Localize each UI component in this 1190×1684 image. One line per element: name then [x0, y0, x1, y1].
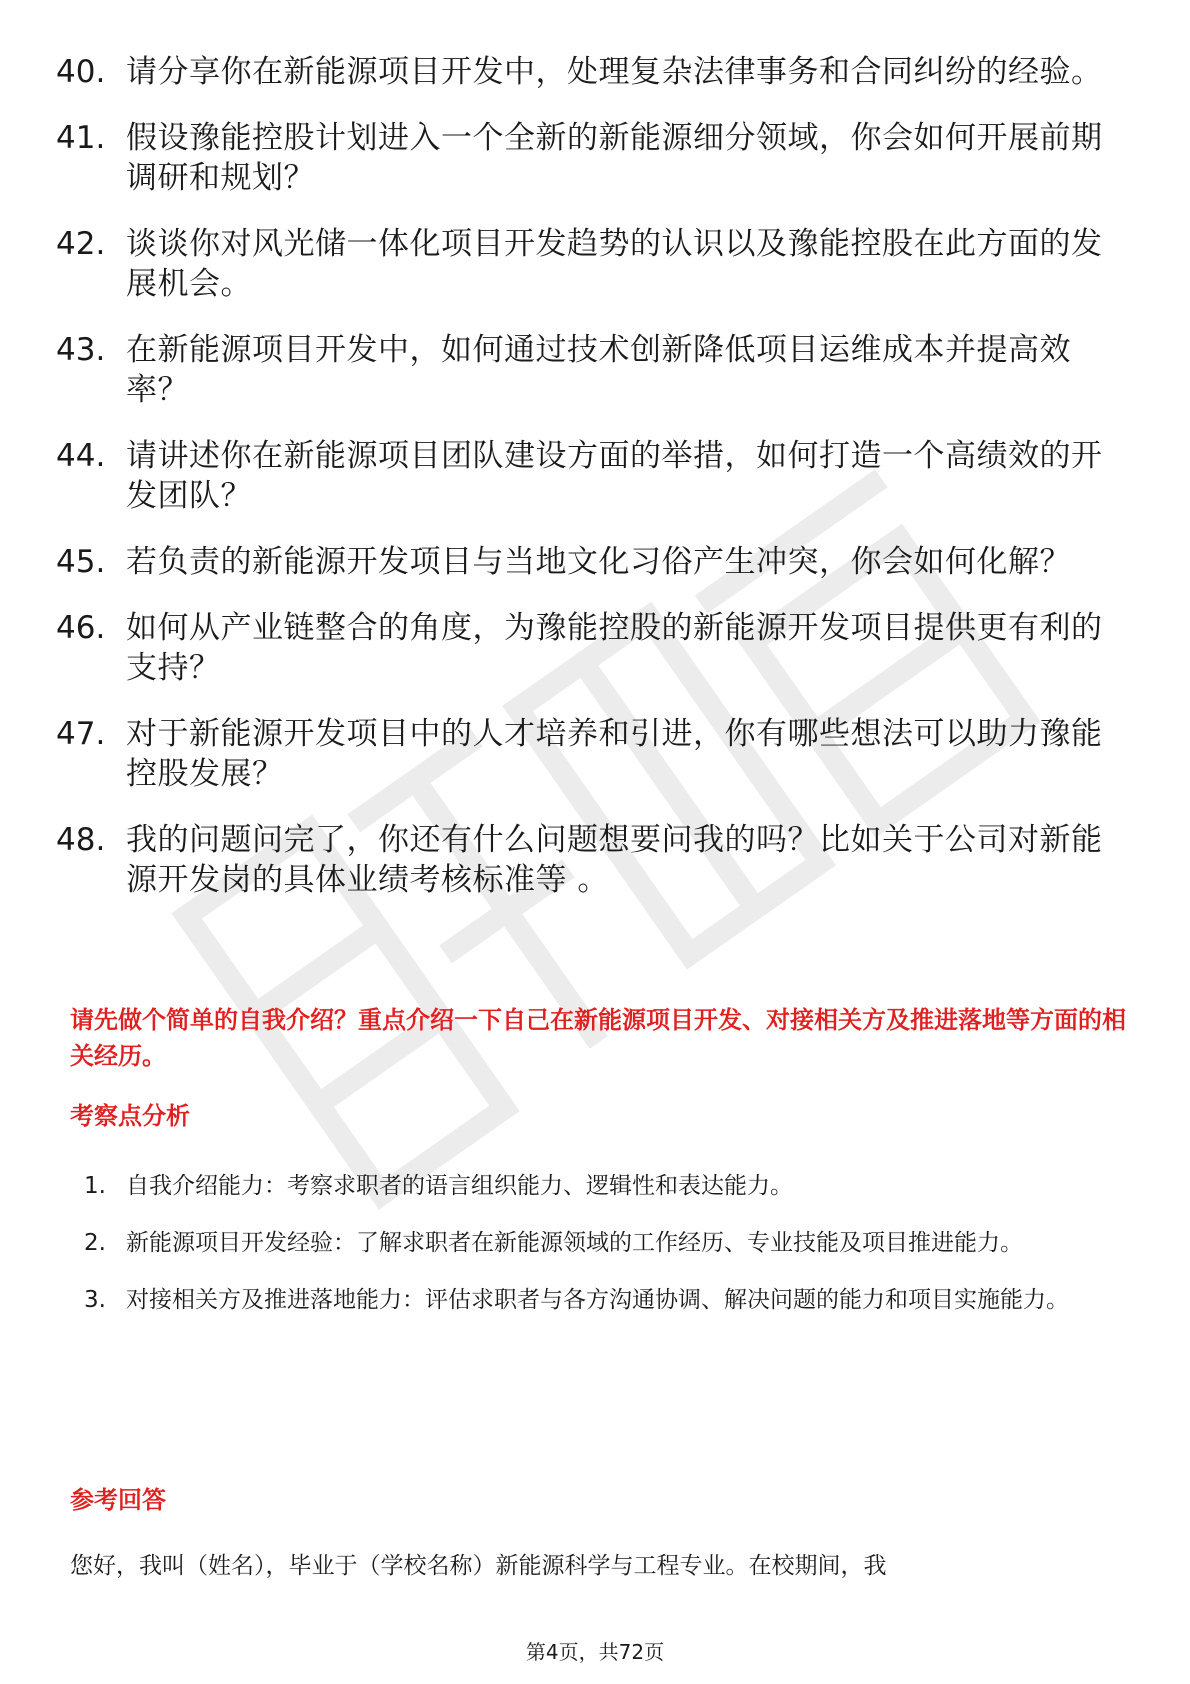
- list-item: [56, 608, 1116, 688]
- list-item: [56, 436, 1116, 516]
- list-item: [56, 330, 1116, 410]
- question-number: 46.: [56, 610, 106, 646]
- answer-heading: 参考回答: [70, 1486, 166, 1514]
- question-number: 43.: [56, 332, 106, 368]
- question-text: 对于新能源开发项目中的人才培养和引进，你有哪些想法可以助力豫能控股发展？: [126, 716, 1103, 792]
- list-item: [70, 1272, 1140, 1329]
- question-text: 如何从产业链整合的角度，为豫能控股的新能源开发项目提供更有利的支持？: [126, 610, 1103, 686]
- analysis-text: 自我介绍能力：考察求职者的语言组织能力、逻辑性和表达能力。: [126, 1173, 793, 1199]
- list-item: [70, 1215, 1140, 1272]
- list-item: [56, 118, 1116, 198]
- question-text: 我的问题问完了，你还有什么问题想要问我的吗？比如关于公司对新能源开发岗的具体业绩考核标准等 。: [126, 822, 1103, 898]
- question-number: 42.: [56, 226, 106, 262]
- question-list: [56, 52, 1116, 926]
- analysis-heading: 考察点分析: [70, 1102, 190, 1130]
- list-item: [56, 542, 1116, 582]
- list-item: [70, 1158, 1140, 1215]
- question-text: 谈谈你对风光储一体化项目开发趋势的认识以及豫能控股在此方面的发展机会。: [126, 226, 1103, 302]
- question-number: 41.: [56, 120, 106, 156]
- list-item: [56, 52, 1116, 92]
- list-item: [56, 224, 1116, 304]
- analysis-number: 3.: [84, 1287, 106, 1313]
- question-text: 在新能源项目开发中，如何通过技术创新降低项目运维成本并提高效率？: [126, 332, 1071, 408]
- question-number: 44.: [56, 438, 106, 474]
- question-text: 请分享你在新能源项目开发中，处理复杂法律事务和合同纠纷的经验。: [126, 54, 1103, 90]
- highlight-question: 请先做个简单的自我介绍？重点介绍一下自己在新能源项目开发、对接相关方及推进落地等方面的相关经历。: [70, 1006, 1126, 1070]
- question-number: 45.: [56, 544, 106, 580]
- list-item: [56, 714, 1116, 794]
- answer-paragraph: 您好，我叫（姓名），毕业于（学校名称）新能源科学与工程专业。在校期间，我: [70, 1553, 887, 1579]
- question-text: 若负责的新能源开发项目与当地文化习俗产生冲突，你会如何化解？: [126, 544, 1071, 580]
- analysis-list: [70, 1158, 1140, 1329]
- question-text: 假设豫能控股计划进入一个全新的新能源细分领域，你会如何开展前期调研和规划？: [126, 120, 1103, 196]
- question-text: 请讲述你在新能源项目团队建设方面的举措，如何打造一个高绩效的开发团队？: [126, 438, 1103, 514]
- analysis-text: 新能源项目开发经验：了解求职者在新能源领域的工作经历、专业技能及项目推进能力。: [126, 1230, 1023, 1256]
- analysis-number: 2.: [84, 1230, 106, 1256]
- analysis-number: 1.: [84, 1173, 106, 1199]
- question-number: 40.: [56, 54, 106, 90]
- question-number: 47.: [56, 716, 106, 752]
- analysis-text: 对接相关方及推进落地能力：评估求职者与各方沟通协调、解决问题的能力和项目实施能力。: [126, 1287, 1069, 1313]
- page-footer: 第4页，共72页: [525, 1640, 665, 1664]
- question-number: 48.: [56, 822, 106, 858]
- list-item: [56, 820, 1116, 900]
